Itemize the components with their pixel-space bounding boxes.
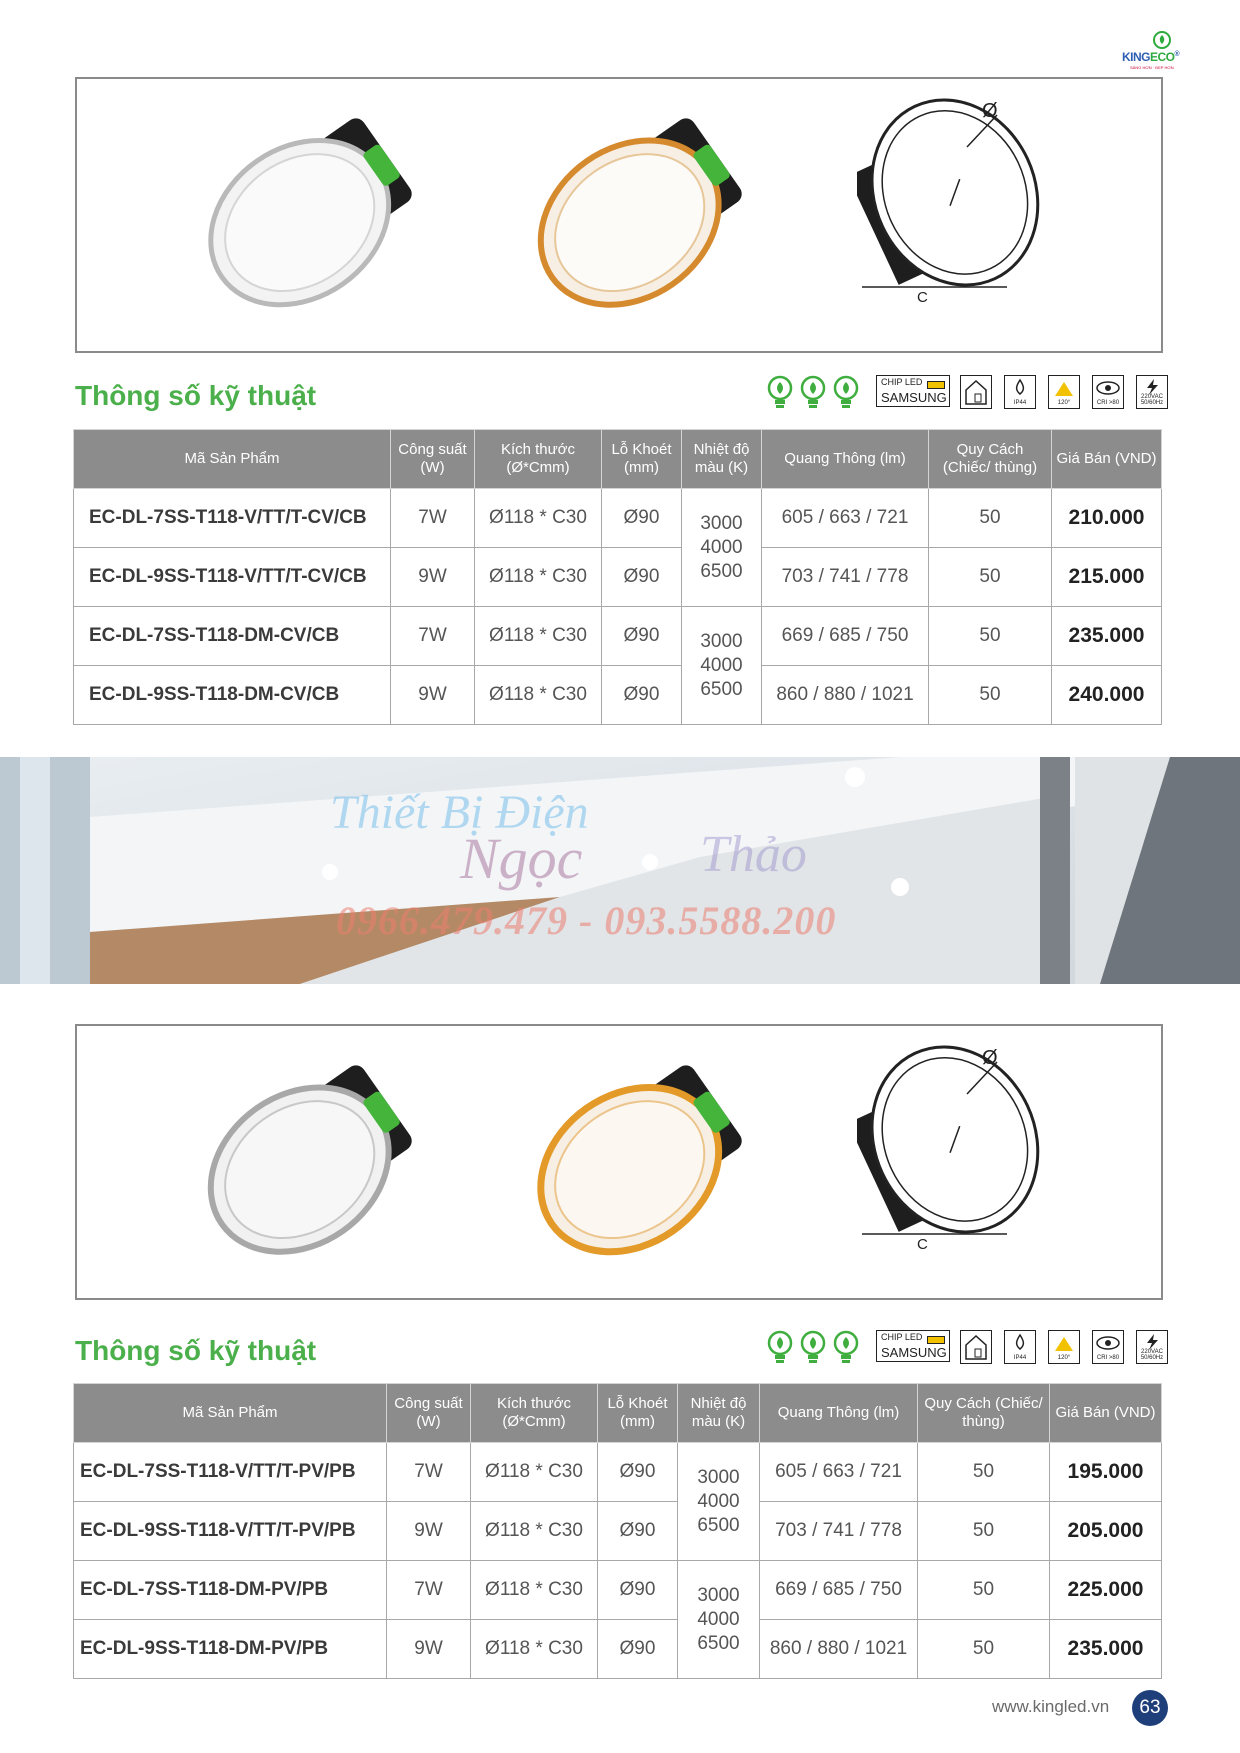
header-cutout: Lỗ Khoét (mm): [598, 1384, 678, 1443]
power: 7W: [391, 489, 475, 548]
header-lumen: Quang Thông (lm): [760, 1384, 918, 1443]
price: 235.000: [1052, 607, 1162, 666]
product-code: EC-DL-7SS-T118-V/TT/T-PV/PB: [74, 1443, 387, 1502]
header-packing: Quy Cách (Chiếc/ thùng): [929, 430, 1052, 489]
brand-tagline: SÁNG HƠN · ĐẸP HƠN: [1130, 65, 1174, 70]
size: Ø118 * C30: [475, 607, 602, 666]
lumen: 669 / 685 / 750: [762, 607, 929, 666]
voltage-icon: 220VAC 50/60Hz: [1136, 375, 1168, 409]
cutout: Ø90: [598, 1561, 678, 1620]
brand-logo: [1122, 30, 1202, 70]
voltage-icon: 220VAC 50/60Hz: [1136, 1330, 1168, 1364]
product-image-box-2: [75, 1024, 1163, 1300]
size: Ø118 * C30: [471, 1502, 598, 1561]
lumen: 860 / 880 / 1021: [762, 666, 929, 725]
product-code: EC-DL-9SS-T118-DM-PV/PB: [74, 1620, 387, 1679]
header-product-code: Mã Sản Phẩm: [74, 1384, 387, 1443]
cutout-label: C: [917, 289, 928, 306]
watermark-phones: 0966.479.479 - 093.5588.200: [336, 898, 837, 943]
table-row: [74, 489, 1162, 548]
price: 235.000: [1050, 1620, 1162, 1679]
header-color-temp: Nhiệt độ màu (K): [678, 1384, 760, 1443]
chip-led-badge: CHIP LED SAMSUNG: [876, 375, 950, 407]
cutout: Ø90: [598, 1443, 678, 1502]
table-row: [74, 548, 1162, 607]
lumen: 703 / 741 / 778: [760, 1502, 918, 1561]
cri-eye-icon: CRI >80: [1092, 1330, 1124, 1364]
header-packing: Quy Cách (Chiếc/ thùng): [918, 1384, 1050, 1443]
lotus-icon: [1152, 30, 1172, 50]
packing: 50: [929, 548, 1052, 607]
color-temp: 3000 4000 6500: [682, 607, 762, 725]
ip44-icon: IP44: [1004, 1330, 1036, 1364]
cutout: Ø90: [602, 666, 682, 725]
product-code: EC-DL-9SS-T118-DM-CV/CB: [74, 666, 391, 725]
watermark-name-b: Thảo: [700, 826, 807, 883]
power: 7W: [387, 1443, 471, 1502]
packing: 50: [929, 607, 1052, 666]
diameter-label: Ø: [982, 100, 998, 122]
color-temp: 3000 4000 6500: [682, 489, 762, 607]
header-product-code: Mã Sản Phẩm: [74, 430, 391, 489]
brand-wordmark: KINGECO®: [1122, 50, 1180, 64]
color-temp: 3000 4000 6500: [678, 1443, 760, 1561]
lotus-bulb-icon: [832, 375, 860, 411]
header-cutout: Lỗ Khoét (mm): [602, 430, 682, 489]
size: Ø118 * C30: [475, 489, 602, 548]
color-temp: 3000 4000 6500: [678, 1561, 760, 1679]
power: 7W: [387, 1561, 471, 1620]
table-row: [74, 1443, 1162, 1502]
packing: 50: [918, 1620, 1050, 1679]
lumen: 669 / 685 / 750: [760, 1561, 918, 1620]
price: 225.000: [1050, 1561, 1162, 1620]
power: 9W: [387, 1620, 471, 1679]
spec-badges-1: [766, 375, 1166, 411]
lumen: 605 / 663 / 721: [762, 489, 929, 548]
cutout: Ø90: [602, 489, 682, 548]
chip-led-badge: CHIP LED SAMSUNG: [876, 1330, 950, 1362]
price: 240.000: [1052, 666, 1162, 725]
size: Ø118 * C30: [471, 1561, 598, 1620]
downlight-gold-image: [517, 1046, 767, 1276]
size: Ø118 * C30: [471, 1620, 598, 1679]
table-row: [74, 1620, 1162, 1679]
lotus-bulb-icon: [766, 375, 794, 411]
watermark-line1: Thiết Bị Điện: [330, 786, 589, 839]
spec-table-2: [73, 1383, 1162, 1679]
packing: 50: [918, 1443, 1050, 1502]
header-power: Công suất (W): [391, 430, 475, 489]
table-row: [74, 1561, 1162, 1620]
product-image-box-1: [75, 77, 1163, 353]
website-link[interactable]: www.kingled.vn: [992, 1697, 1110, 1716]
table-header-row: [74, 430, 1162, 489]
header-price: Giá Bán (VND): [1052, 430, 1162, 489]
lotus-bulb-icon: [766, 1330, 794, 1366]
lotus-bulb-icon: [832, 1330, 860, 1366]
packing: 50: [918, 1502, 1050, 1561]
header-lumen: Quang Thông (lm): [762, 430, 929, 489]
downlight-gold-image: [517, 99, 767, 329]
price: 210.000: [1052, 489, 1162, 548]
cutout: Ø90: [598, 1620, 678, 1679]
power: 7W: [391, 607, 475, 666]
power: 9W: [391, 548, 475, 607]
downlight-silver-image: [187, 1046, 437, 1276]
price: 215.000: [1052, 548, 1162, 607]
power: 9W: [391, 666, 475, 725]
size: Ø118 * C30: [475, 666, 602, 725]
lumen: 703 / 741 / 778: [762, 548, 929, 607]
section-title-1: Thông số kỹ thuật: [75, 380, 317, 411]
size: Ø118 * C30: [471, 1443, 598, 1502]
indoor-icon: [960, 1330, 992, 1364]
watermark-name-a: Ngọc: [460, 826, 583, 891]
cri-eye-icon: CRI >80: [1092, 375, 1124, 409]
lotus-bulb-icon: [799, 375, 827, 411]
size: Ø118 * C30: [475, 548, 602, 607]
packing: 50: [929, 489, 1052, 548]
cutout-label: C: [917, 1236, 928, 1253]
beam-angle-icon: 120°: [1048, 1330, 1080, 1364]
indoor-icon: [960, 375, 992, 409]
dimension-drawing: [857, 87, 1057, 307]
downlight-silver-image: [187, 99, 437, 329]
header-price: Giá Bán (VND): [1050, 1384, 1162, 1443]
product-code: EC-DL-7SS-T118-DM-PV/PB: [74, 1561, 387, 1620]
table-row: [74, 607, 1162, 666]
cutout: Ø90: [602, 548, 682, 607]
ip44-icon: IP44: [1004, 375, 1036, 409]
page-number: 63: [1132, 1690, 1168, 1726]
price: 205.000: [1050, 1502, 1162, 1561]
cutout: Ø90: [598, 1502, 678, 1561]
lumen: 605 / 663 / 721: [760, 1443, 918, 1502]
section-title-2: Thông số kỹ thuật: [75, 1335, 317, 1366]
table-header-row: [74, 1384, 1162, 1443]
dimension-drawing: [857, 1034, 1057, 1254]
beam-angle-icon: 120°: [1048, 375, 1080, 409]
spec-badges-2: [766, 1330, 1166, 1366]
header-color-temp: Nhiệt độ màu (K): [682, 430, 762, 489]
table-row: [74, 1502, 1162, 1561]
lotus-bulb-icon: [799, 1330, 827, 1366]
product-code: EC-DL-7SS-T118-DM-CV/CB: [74, 607, 391, 666]
spec-table-1: [73, 429, 1162, 725]
lumen: 860 / 880 / 1021: [760, 1620, 918, 1679]
header-size: Kích thước (Ø*Cmm): [471, 1384, 598, 1443]
ceiling-photo: [0, 757, 1240, 984]
table-row: [74, 666, 1162, 725]
price: 195.000: [1050, 1443, 1162, 1502]
product-code: EC-DL-9SS-T118-V/TT/T-CV/CB: [74, 548, 391, 607]
product-code: EC-DL-9SS-T118-V/TT/T-PV/PB: [74, 1502, 387, 1561]
product-code: EC-DL-7SS-T118-V/TT/T-CV/CB: [74, 489, 391, 548]
power: 9W: [387, 1502, 471, 1561]
packing: 50: [929, 666, 1052, 725]
diameter-label: Ø: [982, 1047, 998, 1069]
header-power: Công suất (W): [387, 1384, 471, 1443]
header-size: Kích thước (Ø*Cmm): [475, 430, 602, 489]
cutout: Ø90: [602, 607, 682, 666]
ceiling-photo-banner: [0, 757, 1240, 984]
packing: 50: [918, 1561, 1050, 1620]
